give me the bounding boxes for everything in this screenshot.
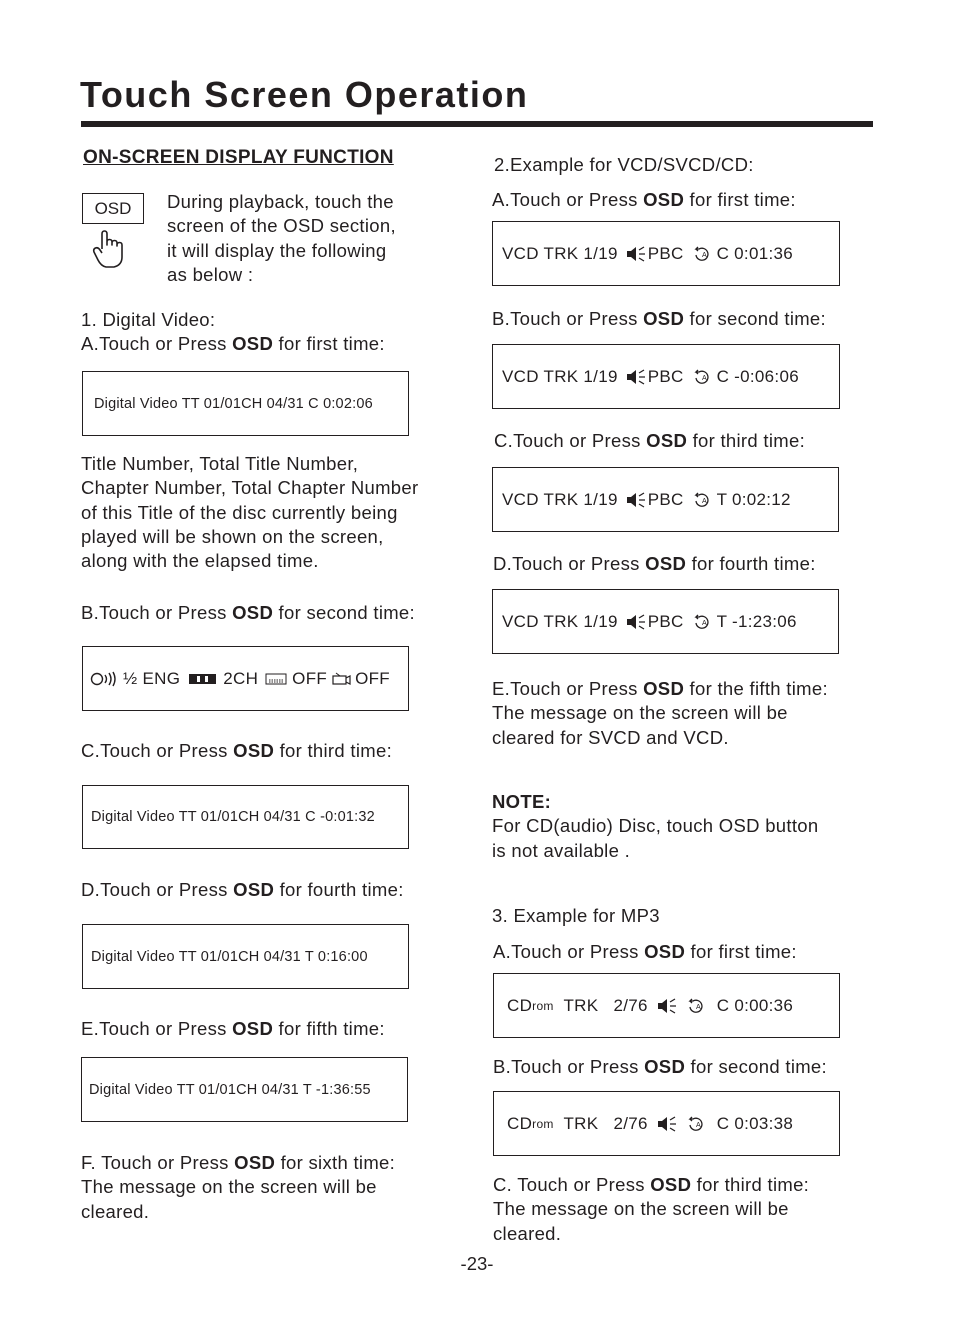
dv-d-instruction: D.Touch or Press OSD for fourth time: xyxy=(81,879,404,900)
audio-value: ½ ENG xyxy=(123,668,181,688)
note-label: NOTE: xyxy=(492,791,552,812)
dv-e-instruction: E.Touch or Press OSD for fifth time: xyxy=(81,1018,385,1039)
mp3-heading: 3. Example for MP3 xyxy=(492,905,660,926)
svg-text:A: A xyxy=(701,251,707,259)
vcd-d-display: VCD TRK 1/19 PBC A T -1:23:06 xyxy=(492,589,839,654)
vcd-heading: 2.Example for VCD/SVCD/CD: xyxy=(494,154,754,175)
mp3-b-display: CD rom TRK 2/76 A C 0:03:38 xyxy=(493,1091,840,1156)
speaker-icon xyxy=(626,614,646,630)
svg-text:A: A xyxy=(701,497,707,505)
repeat-icon xyxy=(693,369,711,385)
mp3-a-instruction: A.Touch or Press OSD for first time: xyxy=(493,941,797,962)
repeat-icon xyxy=(693,492,711,508)
mp3-b-instruction: B.Touch or Press OSD for second time: xyxy=(493,1056,827,1077)
dv-c-display: Digital Video TT 01/01CH 04/31 C -0:01:32 xyxy=(82,785,409,849)
hand-touch-icon xyxy=(92,229,128,269)
dv-description: Title Number, Total Title Number, Chapter Number, Total Chapter Number of this Title of the disc currently being played will be shown on the screen, along with the elapsed time. xyxy=(81,453,419,572)
subtitle-value: OFF xyxy=(292,668,328,688)
repeat-icon xyxy=(687,998,705,1014)
mp3-a-display: CD rom TRK 2/76 A C 0:00:36 xyxy=(493,973,840,1038)
speaker-icon xyxy=(626,492,646,508)
dv-a-display: Digital Video TT 01/01CH 04/31 C 0:02:06 xyxy=(82,371,409,436)
osd-button: OSD xyxy=(82,193,144,224)
dv-a-instruction: A.Touch or Press OSD for first time: xyxy=(81,333,385,355)
vcd-a-display: VCD TRK 1/19 PBC A C 0:01:36 xyxy=(492,221,840,286)
digital-video-heading: 1. Digital Video: xyxy=(81,309,216,330)
subtitle-icon xyxy=(188,673,218,685)
page-title: Touch Screen Operation xyxy=(80,74,529,115)
dv-f-instruction: F. Touch or Press OSD for sixth time: The message on the screen will be cleared. xyxy=(81,1152,396,1222)
dv-d-display: Digital Video TT 01/01CH 04/31 T 0:16:00 xyxy=(82,924,409,989)
dv-c-instruction: C.Touch or Press OSD for third time: xyxy=(81,740,393,761)
vcd-b-instruction: B.Touch or Press OSD for second time: xyxy=(492,308,826,329)
repeat-icon xyxy=(693,614,711,630)
speaker-icon xyxy=(657,1116,677,1132)
audio-icon xyxy=(90,671,120,687)
svg-text:A: A xyxy=(701,619,707,627)
svg-text:A: A xyxy=(695,1003,701,1011)
dv-e-display: Digital Video TT 01/01CH 04/31 T -1:36:55 xyxy=(81,1057,408,1122)
svg-text:A: A xyxy=(701,374,707,382)
page-number: -23- xyxy=(460,1253,494,1274)
repeat-icon xyxy=(687,1116,705,1132)
vcd-c-instruction: C.Touch or Press OSD for third time: xyxy=(494,430,806,451)
intro-text: During playback, touch the screen of the OSD section, it will display the following as below : xyxy=(167,191,396,285)
repeat-icon xyxy=(693,246,711,262)
channel-value: 2CH xyxy=(223,668,259,688)
speaker-icon xyxy=(626,369,646,385)
vcd-b-display: VCD TRK 1/19 PBC A C -0:06:06 xyxy=(492,344,840,409)
svg-text:A: A xyxy=(695,1121,701,1129)
digital-video-section xyxy=(81,308,385,357)
speaker-icon xyxy=(657,998,677,1014)
mp3-c-instruction: C. Touch or Press OSD for third time: The message on the screen will be cleared. xyxy=(493,1174,810,1244)
subtitle-icon xyxy=(265,673,287,685)
dv-b-instruction: B.Touch or Press OSD for second time: xyxy=(81,602,415,623)
vcd-e-instruction: E.Touch or Press OSD for the fifth time: The message on the screen will be cleared for SVCD and VCD. xyxy=(492,678,828,748)
angle-icon xyxy=(332,672,352,686)
note-block: NOTE: For CD(audio) Disc, touch OSD button is not available . xyxy=(492,791,819,861)
speaker-icon xyxy=(626,246,646,262)
vcd-d-instruction: D.Touch or Press OSD for fourth time: xyxy=(493,553,816,574)
section-heading: ON-SCREEN DISPLAY FUNCTION xyxy=(83,147,394,168)
angle-value: OFF xyxy=(355,668,390,688)
vcd-c-display: VCD TRK 1/19 PBC A T 0:02:12 xyxy=(492,467,839,532)
vcd-a-instruction: A.Touch or Press OSD for first time: xyxy=(492,189,796,210)
dv-b-display xyxy=(82,646,409,711)
title-rule xyxy=(81,121,873,127)
